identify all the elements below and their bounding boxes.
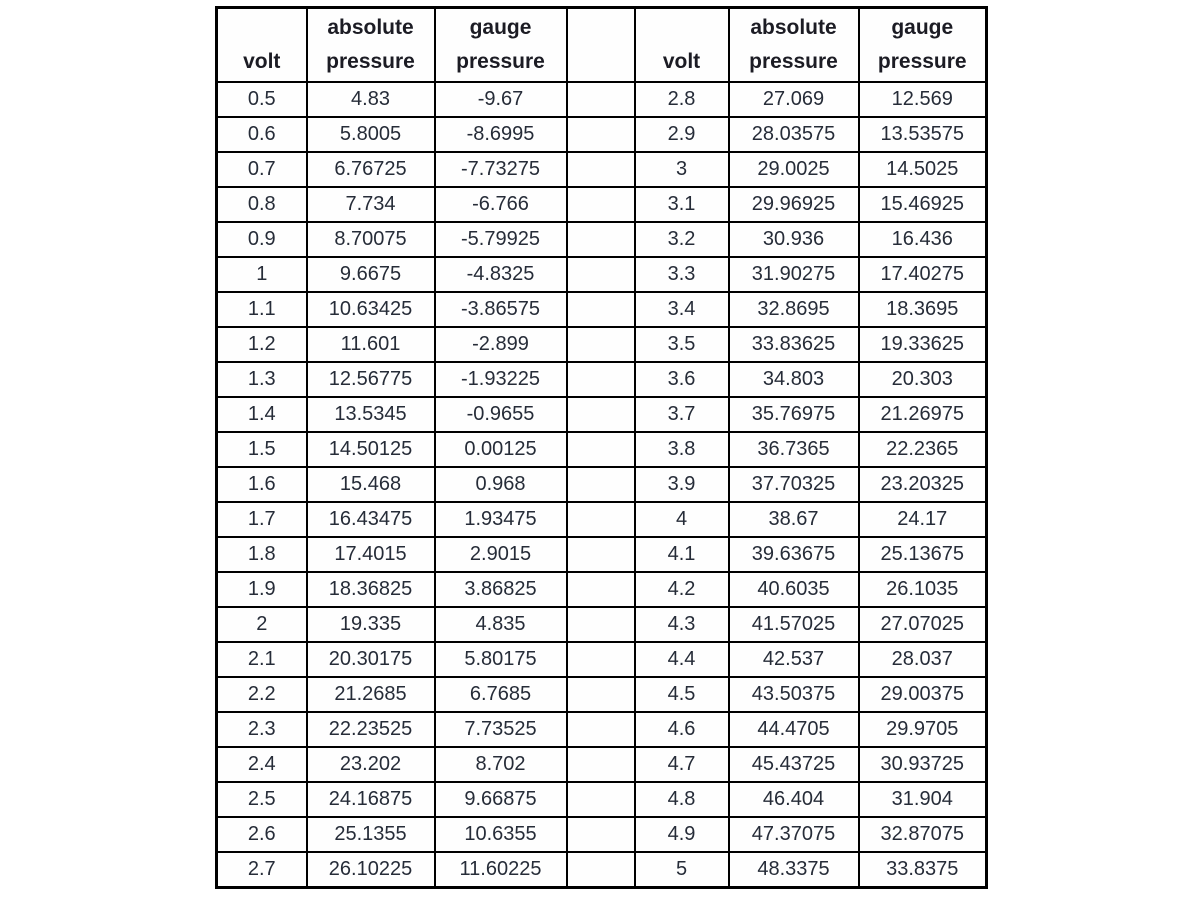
cell-gauge-pressure-right[interactable]: 28.037 [859, 642, 987, 677]
cell-volt-left[interactable]: 2.1 [217, 642, 307, 677]
cell-gauge-pressure-left[interactable]: 0.00125 [435, 432, 567, 467]
table-row [217, 327, 987, 362]
spacer-cell[interactable] [567, 8, 635, 83]
cell-gauge-pressure-left[interactable]: 0.968 [435, 467, 567, 502]
cell-volt-left[interactable]: 2.3 [217, 712, 307, 747]
table-row [217, 187, 987, 222]
table-row [217, 432, 987, 467]
spacer-cell[interactable] [567, 467, 635, 502]
cell-gauge-pressure-right[interactable]: 33.8375 [859, 852, 987, 888]
cell-volt-right[interactable]: 2.9 [635, 117, 729, 152]
cell-absolute-pressure-left[interactable]: 14.50125 [307, 432, 435, 467]
cell-gauge-pressure-right[interactable]: 30.93725 [859, 747, 987, 782]
spacer-cell[interactable] [567, 222, 635, 257]
cell-volt-left[interactable]: 1.6 [217, 467, 307, 502]
cell-absolute-pressure-right[interactable]: 30.936 [729, 222, 859, 257]
header-absolute-pressure-right-line-1: absolute [750, 16, 837, 39]
spacer-cell[interactable] [567, 537, 635, 572]
cell-volt-right[interactable]: 4.7 [635, 747, 729, 782]
cell-gauge-pressure-left[interactable]: -2.899 [435, 327, 567, 362]
cell-gauge-pressure-left[interactable]: 7.73525 [435, 712, 567, 747]
cell-gauge-pressure-left[interactable]: -4.8325 [435, 257, 567, 292]
cell-volt-right[interactable]: 3.7 [635, 397, 729, 432]
pressure-table [215, 6, 988, 889]
spacer-cell[interactable] [567, 152, 635, 187]
header-volt-left[interactable]: volt [217, 8, 307, 83]
cell-volt-right[interactable]: 3.5 [635, 327, 729, 362]
cell-gauge-pressure-right[interactable]: 32.87075 [859, 817, 987, 852]
table-row [217, 467, 987, 502]
cell-absolute-pressure-right[interactable]: 32.8695 [729, 292, 859, 327]
cell-absolute-pressure-right[interactable]: 29.96925 [729, 187, 859, 222]
cell-volt-left[interactable]: 1 [217, 257, 307, 292]
spacer-cell[interactable] [567, 397, 635, 432]
cell-absolute-pressure-right[interactable]: 41.57025 [729, 607, 859, 642]
cell-volt-left[interactable]: 1.2 [217, 327, 307, 362]
table-row [217, 782, 987, 817]
cell-volt-left[interactable]: 1.9 [217, 572, 307, 607]
cell-gauge-pressure-left[interactable]: -5.79925 [435, 222, 567, 257]
cell-absolute-pressure-left[interactable]: 8.70075 [307, 222, 435, 257]
cell-absolute-pressure-right[interactable]: 35.76975 [729, 397, 859, 432]
cell-gauge-pressure-right[interactable]: 19.33625 [859, 327, 987, 362]
pressure-table-body [217, 8, 987, 888]
cell-absolute-pressure-left[interactable]: 6.76725 [307, 152, 435, 187]
spacer-cell[interactable] [567, 817, 635, 852]
cell-gauge-pressure-right[interactable]: 20.303 [859, 362, 987, 397]
cell-gauge-pressure-right[interactable]: 31.904 [859, 782, 987, 817]
header-gauge-pressure-left-line-2: pressure [456, 50, 545, 73]
cell-volt-right[interactable]: 3.2 [635, 222, 729, 257]
cell-absolute-pressure-right[interactable]: 39.63675 [729, 537, 859, 572]
cell-absolute-pressure-left[interactable]: 16.43475 [307, 502, 435, 537]
cell-volt-right[interactable]: 4.1 [635, 537, 729, 572]
cell-gauge-pressure-right[interactable]: 26.1035 [859, 572, 987, 607]
cell-absolute-pressure-left[interactable]: 11.601 [307, 327, 435, 362]
cell-volt-left[interactable]: 2.6 [217, 817, 307, 852]
cell-absolute-pressure-right[interactable]: 40.6035 [729, 572, 859, 607]
cell-gauge-pressure-left[interactable]: 6.7685 [435, 677, 567, 712]
cell-absolute-pressure-right[interactable]: 46.404 [729, 782, 859, 817]
cell-gauge-pressure-right[interactable]: 23.20325 [859, 467, 987, 502]
table-row [217, 222, 987, 257]
cell-absolute-pressure-left[interactable]: 10.63425 [307, 292, 435, 327]
spacer-cell[interactable] [567, 642, 635, 677]
cell-volt-left[interactable]: 1.1 [217, 292, 307, 327]
cell-absolute-pressure-left[interactable]: 24.16875 [307, 782, 435, 817]
spacer-cell[interactable] [567, 782, 635, 817]
cell-absolute-pressure-right[interactable]: 33.83625 [729, 327, 859, 362]
cell-volt-left[interactable]: 2.7 [217, 852, 307, 888]
cell-volt-right[interactable]: 4.3 [635, 607, 729, 642]
cell-gauge-pressure-left[interactable]: 5.80175 [435, 642, 567, 677]
header-row [217, 8, 987, 83]
cell-gauge-pressure-left[interactable]: 9.66875 [435, 782, 567, 817]
header-gauge-pressure-right[interactable] [859, 8, 987, 83]
cell-gauge-pressure-right[interactable]: 24.17 [859, 502, 987, 537]
spacer-cell[interactable] [567, 117, 635, 152]
cell-absolute-pressure-right[interactable]: 38.67 [729, 502, 859, 537]
cell-volt-left[interactable]: 1.8 [217, 537, 307, 572]
cell-volt-right[interactable]: 4 [635, 502, 729, 537]
cell-absolute-pressure-left[interactable]: 12.56775 [307, 362, 435, 397]
table-row [217, 117, 987, 152]
cell-gauge-pressure-left[interactable]: -8.6995 [435, 117, 567, 152]
cell-absolute-pressure-left[interactable]: 18.36825 [307, 572, 435, 607]
cell-volt-right[interactable]: 4.5 [635, 677, 729, 712]
cell-absolute-pressure-right[interactable]: 42.537 [729, 642, 859, 677]
table-row [217, 572, 987, 607]
spacer-cell[interactable] [567, 677, 635, 712]
cell-absolute-pressure-left[interactable]: 25.1355 [307, 817, 435, 852]
table-row [217, 747, 987, 782]
cell-absolute-pressure-left[interactable]: 19.335 [307, 607, 435, 642]
cell-gauge-pressure-left[interactable]: -3.86575 [435, 292, 567, 327]
cell-gauge-pressure-right[interactable]: 13.53575 [859, 117, 987, 152]
cell-gauge-pressure-left[interactable]: -6.766 [435, 187, 567, 222]
cell-absolute-pressure-left[interactable]: 15.468 [307, 467, 435, 502]
cell-absolute-pressure-right[interactable]: 45.43725 [729, 747, 859, 782]
cell-gauge-pressure-right[interactable]: 14.5025 [859, 152, 987, 187]
table-row [217, 152, 987, 187]
cell-absolute-pressure-right[interactable]: 27.069 [729, 82, 859, 117]
cell-absolute-pressure-right[interactable]: 28.03575 [729, 117, 859, 152]
cell-absolute-pressure-right[interactable]: 31.90275 [729, 257, 859, 292]
cell-absolute-pressure-right[interactable]: 36.7365 [729, 432, 859, 467]
cell-absolute-pressure-right[interactable]: 29.0025 [729, 152, 859, 187]
cell-gauge-pressure-right[interactable]: 12.569 [859, 82, 987, 117]
cell-gauge-pressure-left[interactable]: -1.93225 [435, 362, 567, 397]
table-row [217, 292, 987, 327]
cell-volt-right[interactable]: 5 [635, 852, 729, 888]
header-absolute-pressure-left-line-1: absolute [327, 16, 414, 39]
cell-volt-right[interactable]: 3.9 [635, 467, 729, 502]
cell-gauge-pressure-left[interactable]: 11.60225 [435, 852, 567, 888]
cell-volt-left[interactable]: 1.7 [217, 502, 307, 537]
cell-volt-right[interactable]: 3.1 [635, 187, 729, 222]
cell-absolute-pressure-left[interactable]: 26.10225 [307, 852, 435, 888]
cell-volt-left[interactable]: 0.5 [217, 82, 307, 117]
header-absolute-pressure-left-line-2: pressure [326, 50, 415, 73]
spacer-cell[interactable] [567, 292, 635, 327]
cell-gauge-pressure-right[interactable]: 21.26975 [859, 397, 987, 432]
table-row [217, 712, 987, 747]
table-row [217, 677, 987, 712]
cell-volt-left[interactable]: 1.4 [217, 397, 307, 432]
cell-volt-left[interactable]: 0.6 [217, 117, 307, 152]
cell-gauge-pressure-left[interactable]: -0.9655 [435, 397, 567, 432]
cell-volt-right[interactable]: 4.9 [635, 817, 729, 852]
cell-gauge-pressure-left[interactable]: 4.835 [435, 607, 567, 642]
cell-gauge-pressure-right[interactable]: 27.07025 [859, 607, 987, 642]
cell-gauge-pressure-left[interactable]: 10.6355 [435, 817, 567, 852]
cell-gauge-pressure-left[interactable]: 3.86825 [435, 572, 567, 607]
spacer-cell[interactable] [567, 432, 635, 467]
table-row [217, 817, 987, 852]
cell-absolute-pressure-right[interactable]: 37.70325 [729, 467, 859, 502]
cell-absolute-pressure-right[interactable]: 47.37075 [729, 817, 859, 852]
cell-gauge-pressure-right[interactable]: 16.436 [859, 222, 987, 257]
spacer-cell[interactable] [567, 572, 635, 607]
cell-absolute-pressure-left[interactable]: 21.2685 [307, 677, 435, 712]
header-absolute-pressure-right[interactable] [729, 8, 859, 83]
cell-absolute-pressure-left[interactable]: 13.5345 [307, 397, 435, 432]
spacer-cell[interactable] [567, 362, 635, 397]
cell-volt-left[interactable]: 1.5 [217, 432, 307, 467]
cell-absolute-pressure-left[interactable]: 9.6675 [307, 257, 435, 292]
cell-volt-right[interactable]: 2.8 [635, 82, 729, 117]
cell-gauge-pressure-left[interactable]: -9.67 [435, 82, 567, 117]
cell-gauge-pressure-right[interactable]: 29.00375 [859, 677, 987, 712]
cell-volt-left[interactable]: 0.8 [217, 187, 307, 222]
spacer-cell[interactable] [567, 502, 635, 537]
cell-absolute-pressure-right[interactable]: 44.4705 [729, 712, 859, 747]
cell-volt-right[interactable]: 3.3 [635, 257, 729, 292]
cell-absolute-pressure-left[interactable]: 7.734 [307, 187, 435, 222]
header-gauge-pressure-left[interactable] [435, 8, 567, 83]
cell-absolute-pressure-left[interactable]: 4.83 [307, 82, 435, 117]
table-row [217, 362, 987, 397]
table-row [217, 397, 987, 432]
cell-absolute-pressure-left[interactable]: 20.30175 [307, 642, 435, 677]
cell-volt-right[interactable]: 4.6 [635, 712, 729, 747]
spacer-cell[interactable] [567, 712, 635, 747]
header-volt-right[interactable]: volt [635, 8, 729, 83]
header-gauge-pressure-right-line-1: gauge [891, 16, 954, 39]
table-row [217, 82, 987, 117]
cell-gauge-pressure-right[interactable]: 25.13675 [859, 537, 987, 572]
cell-gauge-pressure-right[interactable]: 18.3695 [859, 292, 987, 327]
spacer-cell[interactable] [567, 257, 635, 292]
cell-volt-left[interactable]: 2.5 [217, 782, 307, 817]
cell-volt-left[interactable]: 1.3 [217, 362, 307, 397]
cell-volt-left[interactable]: 2 [217, 607, 307, 642]
spacer-cell[interactable] [567, 327, 635, 362]
table-row [217, 502, 987, 537]
cell-volt-right[interactable]: 4.4 [635, 642, 729, 677]
cell-volt-right[interactable]: 3.4 [635, 292, 729, 327]
table-row [217, 537, 987, 572]
spacer-cell[interactable] [567, 82, 635, 117]
cell-gauge-pressure-right[interactable]: 17.40275 [859, 257, 987, 292]
cell-gauge-pressure-right[interactable]: 15.46925 [859, 187, 987, 222]
cell-absolute-pressure-left[interactable]: 17.4015 [307, 537, 435, 572]
table-row [217, 257, 987, 292]
header-absolute-pressure-left[interactable] [307, 8, 435, 83]
cell-volt-right[interactable]: 4.8 [635, 782, 729, 817]
table-row [217, 607, 987, 642]
cell-gauge-pressure-left[interactable]: -7.73275 [435, 152, 567, 187]
cell-gauge-pressure-left[interactable]: 8.702 [435, 747, 567, 782]
cell-gauge-pressure-left[interactable]: 1.93475 [435, 502, 567, 537]
cell-absolute-pressure-left[interactable]: 5.8005 [307, 117, 435, 152]
cell-absolute-pressure-right[interactable]: 34.803 [729, 362, 859, 397]
cell-gauge-pressure-right[interactable]: 29.9705 [859, 712, 987, 747]
header-gauge-pressure-right-line-2: pressure [877, 50, 967, 73]
spacer-cell[interactable] [567, 852, 635, 888]
cell-volt-left[interactable]: 2.4 [217, 747, 307, 782]
cell-volt-left[interactable]: 2.2 [217, 677, 307, 712]
cell-volt-right[interactable]: 3.8 [635, 432, 729, 467]
cell-volt-left[interactable]: 0.9 [217, 222, 307, 257]
spacer-cell[interactable] [567, 747, 635, 782]
table-row [217, 642, 987, 677]
cell-absolute-pressure-left[interactable]: 22.23525 [307, 712, 435, 747]
spacer-cell[interactable] [567, 187, 635, 222]
cell-absolute-pressure-left[interactable]: 23.202 [307, 747, 435, 782]
cell-volt-right[interactable]: 3.6 [635, 362, 729, 397]
cell-volt-left[interactable]: 0.7 [217, 152, 307, 187]
spacer-cell[interactable] [567, 607, 635, 642]
header-absolute-pressure-right-line-2: pressure [749, 50, 838, 73]
cell-gauge-pressure-left[interactable]: 2.9015 [435, 537, 567, 572]
cell-absolute-pressure-right[interactable]: 43.50375 [729, 677, 859, 712]
cell-volt-right[interactable]: 3 [635, 152, 729, 187]
cell-gauge-pressure-right[interactable]: 22.2365 [859, 432, 987, 467]
cell-volt-right[interactable]: 4.2 [635, 572, 729, 607]
cell-absolute-pressure-right[interactable]: 48.3375 [729, 852, 859, 888]
header-gauge-pressure-left-line-1: gauge [469, 16, 532, 39]
table-row [217, 852, 987, 888]
